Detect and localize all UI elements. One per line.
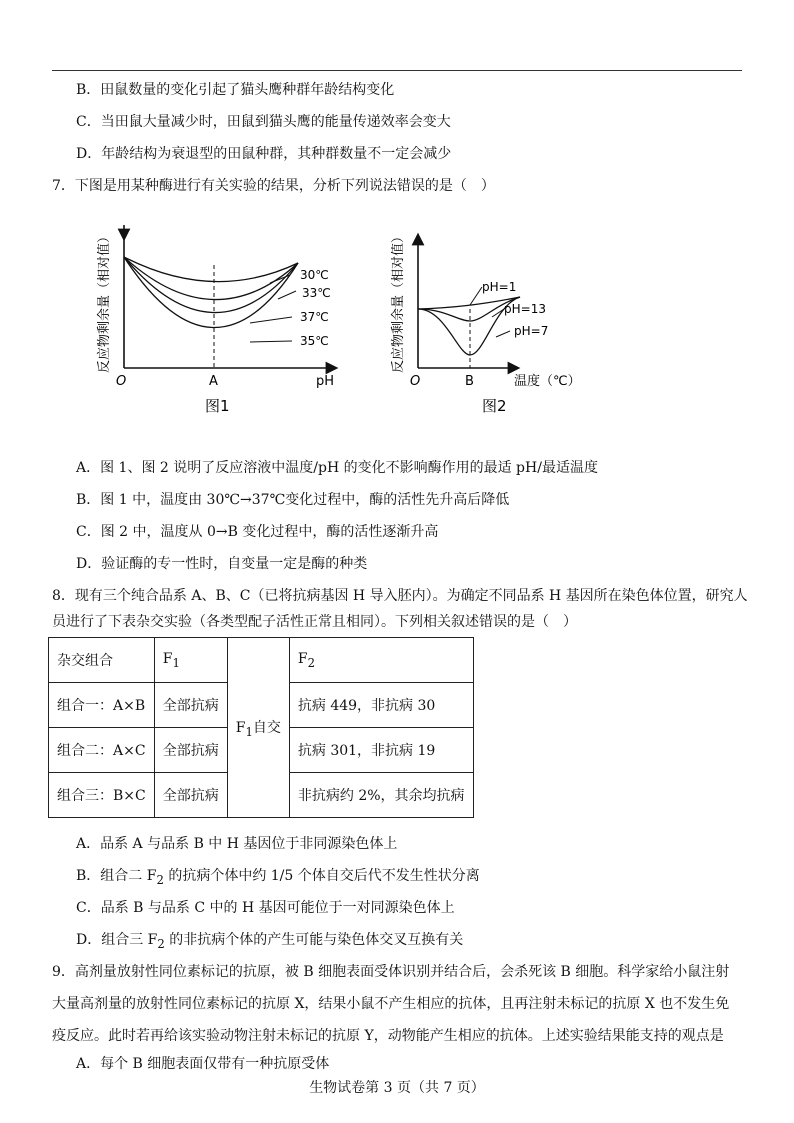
cell-f1: 全部抗病 <box>154 728 227 773</box>
fig2-label-ph13: pH=13 <box>504 302 546 316</box>
fig2-x-label: 温度（℃） <box>514 374 581 389</box>
q9-stem: 9．高剂量放射性同位素标记的抗原，被 B 细胞表面受体识别并结合后，会杀死该 B 细胞。科学家给小鼠注射大量高剂量的放射性同位素标记的抗原 X，结果小鼠不产生相应的抗体，且再注射未标记的抗原 X 也不发生免疫反应。此时若再给该实验动物注射未标记的抗原 Y，动物能产生相应的抗体。上述实验结果能支持的观点是 <box>52 964 730 1044</box>
q7-option-c: C．图 2 中，温度从 0→B 变化过程中，酶的活性逐渐升高 <box>76 524 439 540</box>
cell-f2: 抗病 449，非抗病 30 <box>289 683 473 728</box>
fig1-label-35c: 35℃ <box>300 334 329 348</box>
header-f2: $F_2$ <box>289 638 473 683</box>
cell-f2: 非抗病约 2%，其余均抗病 <box>289 773 473 818</box>
cell-combo: 组合一：A×B <box>49 683 155 728</box>
fig2-label-ph7: pH=7 <box>514 324 549 338</box>
q7-option-a: A．图 1、图 2 说明了反应溶液中温度/pH 的变化不影响酶作用的最适 pH/最适温度 <box>76 460 598 476</box>
q8-stem-line1: 8．现有三个纯合品系 A、B、C（已将抗病基因 H 导入胚内）。为确定不同品系 H 基因所在染色体位置，研究人 <box>52 588 748 604</box>
q6-option-c: C．当田鼠大量减少时，田鼠到猫头鹰的能量传递效率会变大 <box>76 114 451 130</box>
fig1-x-tick-a: A <box>209 374 218 389</box>
header-combo: 杂交组合 <box>49 638 155 683</box>
q7-option-b: B．图 1 中，温度由 30℃→37℃变化过程中，酶的活性先升高后降低 <box>76 492 510 508</box>
cell-combo: 组合二：A×C <box>49 728 155 773</box>
q7-option-d: D．验证酶的专一性时，自变量一定是酶的种类 <box>76 556 368 572</box>
cross-table <box>48 637 474 818</box>
q6-option-d: D．年龄结构为衰退型的田鼠种群，其种群数量不一定会减少 <box>76 146 452 162</box>
header-f1: $F_1$ <box>154 638 227 683</box>
fig1-label-37c: 37℃ <box>300 310 329 324</box>
cell-f1: 全部抗病 <box>154 683 227 728</box>
page-footer: 生物试卷第 3 页（共 7 页） <box>309 1080 485 1096</box>
q8-option-a: A．品系 A 与品系 B 中 H 基因位于非同源染色体上 <box>76 836 398 852</box>
fig2-x-tick-b: B <box>465 374 474 389</box>
q8-option-c: C．品系 B 与品系 C 中的 H 基因可能位于一对同源染色体上 <box>76 900 455 916</box>
table-header-row <box>49 638 474 683</box>
fig1-curve-37c <box>124 257 298 313</box>
q8-option-b: B．组合二 $F_2$ 的抗病个体中约 1/5 个体自交后代不发生性状分离 <box>76 868 480 887</box>
cell-f2: 抗病 301，非抗病 19 <box>289 728 473 773</box>
figure-1 <box>60 225 350 425</box>
q9-option-a: A．每个 B 细胞表面仅带有一种抗原受体 <box>76 1056 330 1072</box>
figure-2 <box>370 225 610 425</box>
fig1-label-30c: 30℃ <box>300 268 329 282</box>
fig2-y-label: 反应物剩余量（相对值） <box>391 229 406 373</box>
fig1-curve-33c <box>124 257 298 300</box>
q8-stem-line2: 员进行了下表杂交实验（各类型配子活性正常且相同）。下列相关叙述错误的是（ ） <box>52 614 577 630</box>
q6-option-b: B．田鼠数量的变化引起了猫头鹰种群年龄结构变化 <box>76 82 395 98</box>
fig1-curve-35c <box>124 257 298 328</box>
cell-f1: 全部抗病 <box>154 773 227 818</box>
fig1-label-33c: 33℃ <box>302 286 331 300</box>
fig1-caption: 图1 <box>205 397 230 415</box>
fig1-x-label: pH <box>316 374 335 389</box>
fig1-y-label: 反应物剩余量（相对值） <box>97 229 112 373</box>
q7-stem: 7．下图是用某种酶进行有关实验的结果，分析下列说法错误的是（ ） <box>52 178 495 194</box>
fig2-origin: O <box>410 374 421 389</box>
fig1-origin: O <box>116 374 127 389</box>
fig2-label-ph1: pH=1 <box>482 280 517 294</box>
header-rule <box>52 70 742 71</box>
q8-option-d: D．组合三 $F_2$ 的非抗病个体的产生可能与染色体交叉互换有关 <box>76 932 464 951</box>
cell-combo: 组合三：B×C <box>49 773 155 818</box>
self-cross-cell: $F_1$自交 <box>227 638 289 818</box>
fig2-caption: 图2 <box>482 397 507 415</box>
